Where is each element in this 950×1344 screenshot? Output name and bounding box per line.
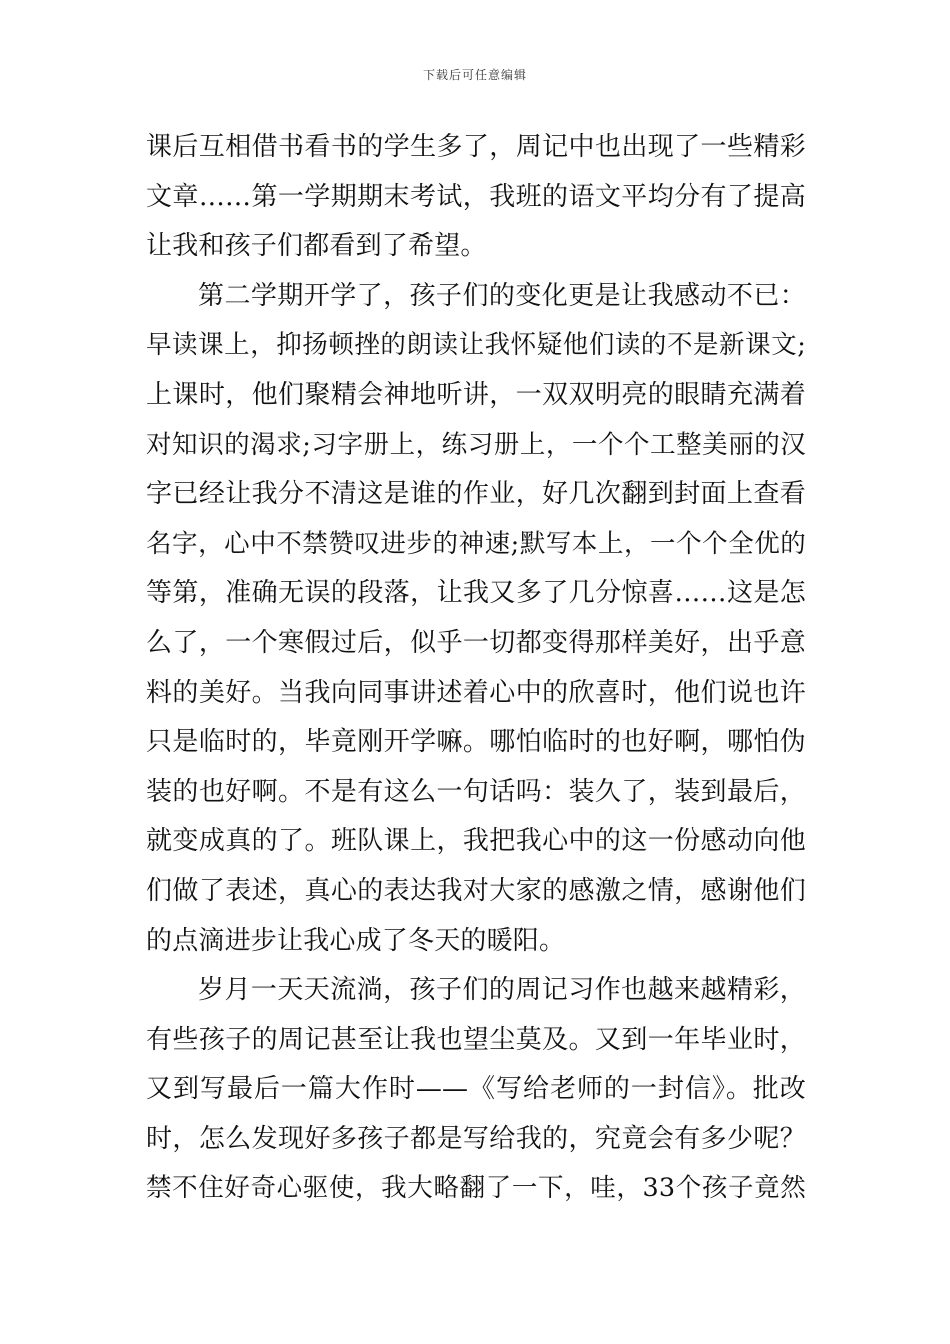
text-line: 的点滴进步让我心成了冬天的暖阳。 [146, 925, 566, 956]
text-line: 么了，一个寒假过后，似乎一切都变得那样美好，出乎意 [146, 627, 806, 658]
paragraph-2 [146, 272, 806, 966]
text-line: 只是临时的，毕竟刚开学嘛。哪怕临时的也好啊，哪怕伪 [146, 727, 806, 758]
text-line: 名字，心中不禁赞叹进步的神速;默写本上，一个个全优的 [146, 528, 806, 559]
text-line: 第二学期开学了，孩子们的变化更是让我感动不已： [198, 280, 806, 311]
text-line: 让我和孩子们都看到了希望。 [146, 231, 487, 262]
text-line: 岁月一天天流淌，孩子们的周记习作也越来越精彩， [198, 975, 806, 1006]
text-line: 时，怎么发现好多孩子都是写给我的，究竟会有多少呢？ [146, 1123, 806, 1154]
text-line: 上课时，他们聚精会神地听讲，一双双明亮的眼睛充满着 [146, 379, 806, 410]
text-line: 文章……第一学期期末考试，我班的语文平均分有了提高 [146, 181, 806, 212]
text-line: 有些孩子的周记甚至让我也望尘莫及。又到一年毕业时， [146, 1024, 806, 1055]
text-line: 又到写最后一篇大作时——《写给老师的一封信》。批改 [146, 1074, 806, 1105]
body-text [146, 123, 806, 1214]
text-line: 课后互相借书看书的学生多了，周记中也出现了一些精彩 [146, 132, 806, 162]
text-line: 对知识的渴求;习字册上，练习册上，一个个工整美丽的汉 [146, 429, 806, 460]
text-line: 就变成真的了。班队课上，我把我心中的这一份感动向他 [146, 826, 806, 857]
header-note: 下载后可任意编辑 [422, 68, 527, 82]
paragraph-3 [146, 966, 806, 1214]
text-line: 装的也好啊。不是有这么一句话吗：装久了，装到最后， [146, 776, 806, 807]
paragraph-1 [146, 123, 806, 272]
text-line: 禁不住好奇心驱使，我大略翻了一下，哇，33个孩子竟然 [146, 1173, 806, 1204]
text-line: 字已经让我分不清这是谁的作业，好几次翻到封面上查看 [146, 479, 806, 510]
text-line: 等第，准确无误的段落，让我又多了几分惊喜……这是怎 [146, 578, 806, 609]
text-line: 早读课上，抑扬顿挫的朗读让我怀疑他们读的不是新课文; [146, 330, 806, 361]
text-line: 料的美好。当我向同事讲述着心中的欣喜时，他们说也许 [146, 677, 806, 708]
text-line: 们做了表述，真心的表达我对大家的感激之情，感谢他们 [146, 875, 806, 906]
